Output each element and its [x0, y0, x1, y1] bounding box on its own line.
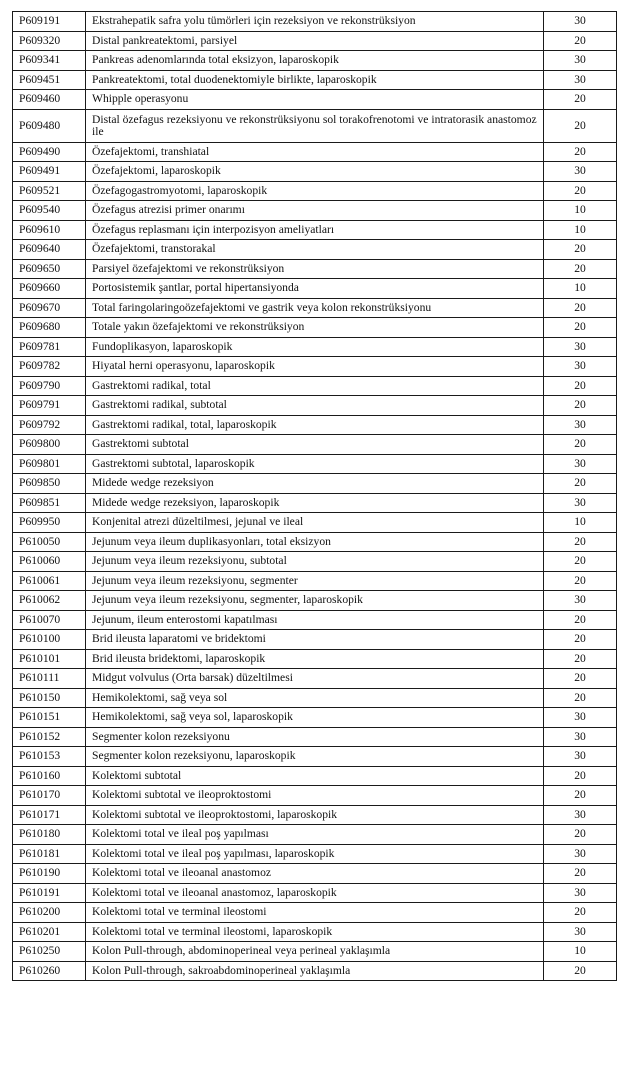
procedure-description-cell: Portosistemik şantlar, portal hipertansiyonda — [86, 279, 544, 299]
procedure-code-cell: P609680 — [13, 318, 86, 338]
procedure-points-cell: 30 — [544, 708, 617, 728]
table-row — [13, 279, 617, 299]
table-row — [13, 571, 617, 591]
procedure-code-cell: P609800 — [13, 435, 86, 455]
procedure-description-cell: Midede wedge rezeksiyon, laparoskopik — [86, 493, 544, 513]
table-row — [13, 883, 617, 903]
procedure-points-cell: 20 — [544, 649, 617, 669]
table-row — [13, 942, 617, 962]
procedure-points-cell: 30 — [544, 415, 617, 435]
procedure-points-cell: 20 — [544, 396, 617, 416]
table-row — [13, 240, 617, 260]
procedure-code-table-body — [13, 12, 617, 981]
table-row — [13, 922, 617, 942]
procedure-code-cell: P609851 — [13, 493, 86, 513]
procedure-points-cell: 20 — [544, 786, 617, 806]
procedure-description-cell: Hemikolektomi, sağ veya sol, laparoskopik — [86, 708, 544, 728]
procedure-code-cell: P610171 — [13, 805, 86, 825]
procedure-description-cell: Kolektomi total ve terminal ileostomi — [86, 903, 544, 923]
procedure-description-cell: Kolektomi total ve ileal poş yapılması — [86, 825, 544, 845]
procedure-points-cell: 20 — [544, 825, 617, 845]
procedure-points-cell: 20 — [544, 532, 617, 552]
table-row — [13, 864, 617, 884]
table-row — [13, 805, 617, 825]
procedure-code-cell: P609490 — [13, 142, 86, 162]
procedure-code-cell: P610180 — [13, 825, 86, 845]
table-row — [13, 357, 617, 377]
procedure-description-cell: Gastrektomi subtotal, laparoskopik — [86, 454, 544, 474]
procedure-description-cell: Midgut volvulus (Orta barsak) düzeltilmesi — [86, 669, 544, 689]
table-row — [13, 747, 617, 767]
procedure-code-cell: P609801 — [13, 454, 86, 474]
table-row — [13, 337, 617, 357]
procedure-points-cell: 30 — [544, 357, 617, 377]
procedure-points-cell: 10 — [544, 220, 617, 240]
table-row — [13, 474, 617, 494]
procedure-code-cell: P610170 — [13, 786, 86, 806]
procedure-code-table — [12, 11, 617, 981]
procedure-code-cell: P610062 — [13, 591, 86, 611]
procedure-points-cell: 30 — [544, 454, 617, 474]
procedure-points-cell: 20 — [544, 610, 617, 630]
procedure-code-cell: P609491 — [13, 162, 86, 182]
procedure-points-cell: 30 — [544, 922, 617, 942]
procedure-description-cell: Kolektomi subtotal — [86, 766, 544, 786]
procedure-points-cell: 20 — [544, 630, 617, 650]
procedure-points-cell: 20 — [544, 688, 617, 708]
procedure-points-cell: 10 — [544, 513, 617, 533]
procedure-code-cell: P610100 — [13, 630, 86, 650]
table-row — [13, 162, 617, 182]
procedure-points-cell: 20 — [544, 240, 617, 260]
table-row — [13, 142, 617, 162]
procedure-points-cell: 20 — [544, 961, 617, 981]
table-row — [13, 415, 617, 435]
procedure-code-cell: P610181 — [13, 844, 86, 864]
table-row — [13, 454, 617, 474]
procedure-code-cell: P610070 — [13, 610, 86, 630]
procedure-description-cell: Özefagogastromyotomi, laparoskopik — [86, 181, 544, 201]
procedure-description-cell: Özefagus atrezisi primer onarımı — [86, 201, 544, 221]
procedure-description-cell: Totale yakın özefajektomi ve rekonstrüksiyon — [86, 318, 544, 338]
procedure-code-cell: P609640 — [13, 240, 86, 260]
procedure-points-cell: 20 — [544, 109, 617, 142]
procedure-code-cell: P609791 — [13, 396, 86, 416]
procedure-points-cell: 20 — [544, 669, 617, 689]
procedure-description-cell: Kolektomi total ve ileoanal anastomoz — [86, 864, 544, 884]
procedure-points-cell: 20 — [544, 903, 617, 923]
table-row — [13, 961, 617, 981]
procedure-description-cell: Pankreatektomi, total duodenektomiyle birlikte, laparoskopik — [86, 70, 544, 90]
procedure-description-cell: Distal pankreatektomi, parsiyel — [86, 31, 544, 51]
procedure-code-cell: P609540 — [13, 201, 86, 221]
procedure-points-cell: 20 — [544, 376, 617, 396]
table-row — [13, 201, 617, 221]
procedure-points-cell: 30 — [544, 805, 617, 825]
procedure-points-cell: 30 — [544, 70, 617, 90]
procedure-points-cell: 20 — [544, 31, 617, 51]
procedure-code-cell: P610150 — [13, 688, 86, 708]
procedure-code-cell: P610061 — [13, 571, 86, 591]
procedure-description-cell: Parsiyel özefajektomi ve rekonstrüksiyon — [86, 259, 544, 279]
procedure-description-cell: Segmenter kolon rezeksiyonu, laparoskopik — [86, 747, 544, 767]
procedure-points-cell: 20 — [544, 181, 617, 201]
procedure-code-cell: P609781 — [13, 337, 86, 357]
procedure-code-cell: P610050 — [13, 532, 86, 552]
procedure-points-cell: 10 — [544, 279, 617, 299]
procedure-description-cell: Özefajektomi, transhiatal — [86, 142, 544, 162]
procedure-description-cell: Jejunum veya ileum rezeksiyonu, subtotal — [86, 552, 544, 572]
procedure-points-cell: 20 — [544, 90, 617, 110]
procedure-code-cell: P609650 — [13, 259, 86, 279]
procedure-description-cell: Pankreas adenomlarında total eksizyon, laparoskopik — [86, 51, 544, 71]
table-row — [13, 259, 617, 279]
procedure-points-cell: 30 — [544, 844, 617, 864]
procedure-code-cell: P609191 — [13, 12, 86, 32]
table-row — [13, 12, 617, 32]
procedure-code-cell: P610200 — [13, 903, 86, 923]
procedure-description-cell: Hemikolektomi, sağ veya sol — [86, 688, 544, 708]
procedure-description-cell: Konjenital atrezi düzeltilmesi, jejunal ve ileal — [86, 513, 544, 533]
procedure-description-cell: Jejunum veya ileum rezeksiyonu, segmenter, laparoskopik — [86, 591, 544, 611]
table-row — [13, 630, 617, 650]
procedure-points-cell: 20 — [544, 571, 617, 591]
table-row — [13, 844, 617, 864]
procedure-description-cell: Özefajektomi, laparoskopik — [86, 162, 544, 182]
procedure-code-cell: P609341 — [13, 51, 86, 71]
procedure-code-cell: P609850 — [13, 474, 86, 494]
table-row — [13, 376, 617, 396]
procedure-points-cell: 20 — [544, 474, 617, 494]
procedure-points-cell: 30 — [544, 727, 617, 747]
procedure-points-cell: 20 — [544, 318, 617, 338]
procedure-code-cell: P610111 — [13, 669, 86, 689]
table-row — [13, 181, 617, 201]
table-row — [13, 532, 617, 552]
procedure-description-cell: Jejunum veya ileum duplikasyonları, total eksizyon — [86, 532, 544, 552]
table-row — [13, 591, 617, 611]
procedure-points-cell: 20 — [544, 552, 617, 572]
procedure-description-cell: Özefajektomi, transtorakal — [86, 240, 544, 260]
procedure-description-cell: Segmenter kolon rezeksiyonu — [86, 727, 544, 747]
procedure-code-cell: P609521 — [13, 181, 86, 201]
table-row — [13, 766, 617, 786]
table-row — [13, 109, 617, 142]
procedure-points-cell: 30 — [544, 12, 617, 32]
table-row — [13, 649, 617, 669]
procedure-points-cell: 30 — [544, 591, 617, 611]
table-row — [13, 435, 617, 455]
procedure-points-cell: 30 — [544, 162, 617, 182]
procedure-description-cell: Kolektomi subtotal ve ileoproktostomi — [86, 786, 544, 806]
procedure-description-cell: Hiyatal herni operasyonu, laparoskopik — [86, 357, 544, 377]
procedure-description-cell: Kolon Pull-through, sakroabdominoperineal yaklaşımla — [86, 961, 544, 981]
table-row — [13, 70, 617, 90]
procedure-description-cell: Kolektomi total ve ileoanal anastomoz, laparoskopik — [86, 883, 544, 903]
procedure-description-cell: Brid ileusta bridektomi, laparoskopik — [86, 649, 544, 669]
procedure-description-cell: Kolektomi subtotal ve ileoproktostomi, laparoskopik — [86, 805, 544, 825]
procedure-points-cell: 30 — [544, 747, 617, 767]
procedure-description-cell: Jejunum, ileum enterostomi kapatılması — [86, 610, 544, 630]
procedure-code-cell: P609460 — [13, 90, 86, 110]
procedure-description-cell: Gastrektomi radikal, subtotal — [86, 396, 544, 416]
procedure-description-cell: Jejunum veya ileum rezeksiyonu, segmenter — [86, 571, 544, 591]
procedure-points-cell: 10 — [544, 201, 617, 221]
procedure-points-cell: 20 — [544, 864, 617, 884]
table-row — [13, 298, 617, 318]
procedure-code-cell: P609950 — [13, 513, 86, 533]
procedure-description-cell: Midede wedge rezeksiyon — [86, 474, 544, 494]
procedure-description-cell: Distal özefagus rezeksiyonu ve rekonstrüksiyonu sol torakofrenotomi ve intratorasik anastomoz ile — [86, 109, 544, 142]
table-row — [13, 396, 617, 416]
procedure-code-cell: P610191 — [13, 883, 86, 903]
procedure-description-cell: Kolektomi total ve ileal poş yapılması, laparoskopik — [86, 844, 544, 864]
table-row — [13, 51, 617, 71]
procedure-code-cell: P610250 — [13, 942, 86, 962]
table-row — [13, 493, 617, 513]
procedure-code-cell: P609320 — [13, 31, 86, 51]
table-row — [13, 903, 617, 923]
procedure-code-cell: P609790 — [13, 376, 86, 396]
procedure-points-cell: 30 — [544, 337, 617, 357]
procedure-points-cell: 20 — [544, 766, 617, 786]
table-row — [13, 688, 617, 708]
procedure-code-cell: P609660 — [13, 279, 86, 299]
procedure-description-cell: Fundoplikasyon, laparoskopik — [86, 337, 544, 357]
procedure-points-cell: 30 — [544, 883, 617, 903]
procedure-points-cell: 30 — [544, 51, 617, 71]
procedure-points-cell: 20 — [544, 298, 617, 318]
procedure-description-cell: Gastrektomi radikal, total, laparoskopik — [86, 415, 544, 435]
procedure-code-cell: P610160 — [13, 766, 86, 786]
procedure-code-cell: P610153 — [13, 747, 86, 767]
table-row — [13, 31, 617, 51]
procedure-description-cell: Gastrektomi radikal, total — [86, 376, 544, 396]
procedure-points-cell: 20 — [544, 435, 617, 455]
procedure-code-cell: P609610 — [13, 220, 86, 240]
procedure-description-cell: Brid ileusta laparatomi ve bridektomi — [86, 630, 544, 650]
procedure-description-cell: Özefagus replasmanı için interpozisyon ameliyatları — [86, 220, 544, 240]
table-row — [13, 513, 617, 533]
procedure-code-cell: P610190 — [13, 864, 86, 884]
table-row — [13, 786, 617, 806]
procedure-points-cell: 30 — [544, 493, 617, 513]
procedure-description-cell: Ekstrahepatik safra yolu tümörleri için rezeksiyon ve rekonstrüksiyon — [86, 12, 544, 32]
procedure-description-cell: Kolektomi total ve terminal ileostomi, laparoskopik — [86, 922, 544, 942]
table-row — [13, 552, 617, 572]
procedure-code-cell: P609782 — [13, 357, 86, 377]
procedure-description-cell: Gastrektomi subtotal — [86, 435, 544, 455]
procedure-code-cell: P610201 — [13, 922, 86, 942]
procedure-code-cell: P610152 — [13, 727, 86, 747]
table-row — [13, 318, 617, 338]
table-row — [13, 90, 617, 110]
procedure-code-cell: P610101 — [13, 649, 86, 669]
table-row — [13, 708, 617, 728]
table-row — [13, 727, 617, 747]
procedure-code-cell: P609670 — [13, 298, 86, 318]
procedure-code-cell: P610060 — [13, 552, 86, 572]
procedure-points-cell: 10 — [544, 942, 617, 962]
procedure-points-cell: 20 — [544, 259, 617, 279]
procedure-code-cell: P610151 — [13, 708, 86, 728]
table-row — [13, 825, 617, 845]
table-row — [13, 220, 617, 240]
procedure-points-cell: 20 — [544, 142, 617, 162]
procedure-description-cell: Whipple operasyonu — [86, 90, 544, 110]
procedure-code-cell: P609451 — [13, 70, 86, 90]
procedure-description-cell: Kolon Pull-through, abdominoperineal veya perineal yaklaşımla — [86, 942, 544, 962]
table-row — [13, 610, 617, 630]
procedure-code-cell: P609792 — [13, 415, 86, 435]
procedure-code-cell: P609480 — [13, 109, 86, 142]
procedure-code-cell: P610260 — [13, 961, 86, 981]
table-row — [13, 669, 617, 689]
procedure-description-cell: Total faringolaringoözefajektomi ve gastrik veya kolon rekonstrüksiyonu — [86, 298, 544, 318]
